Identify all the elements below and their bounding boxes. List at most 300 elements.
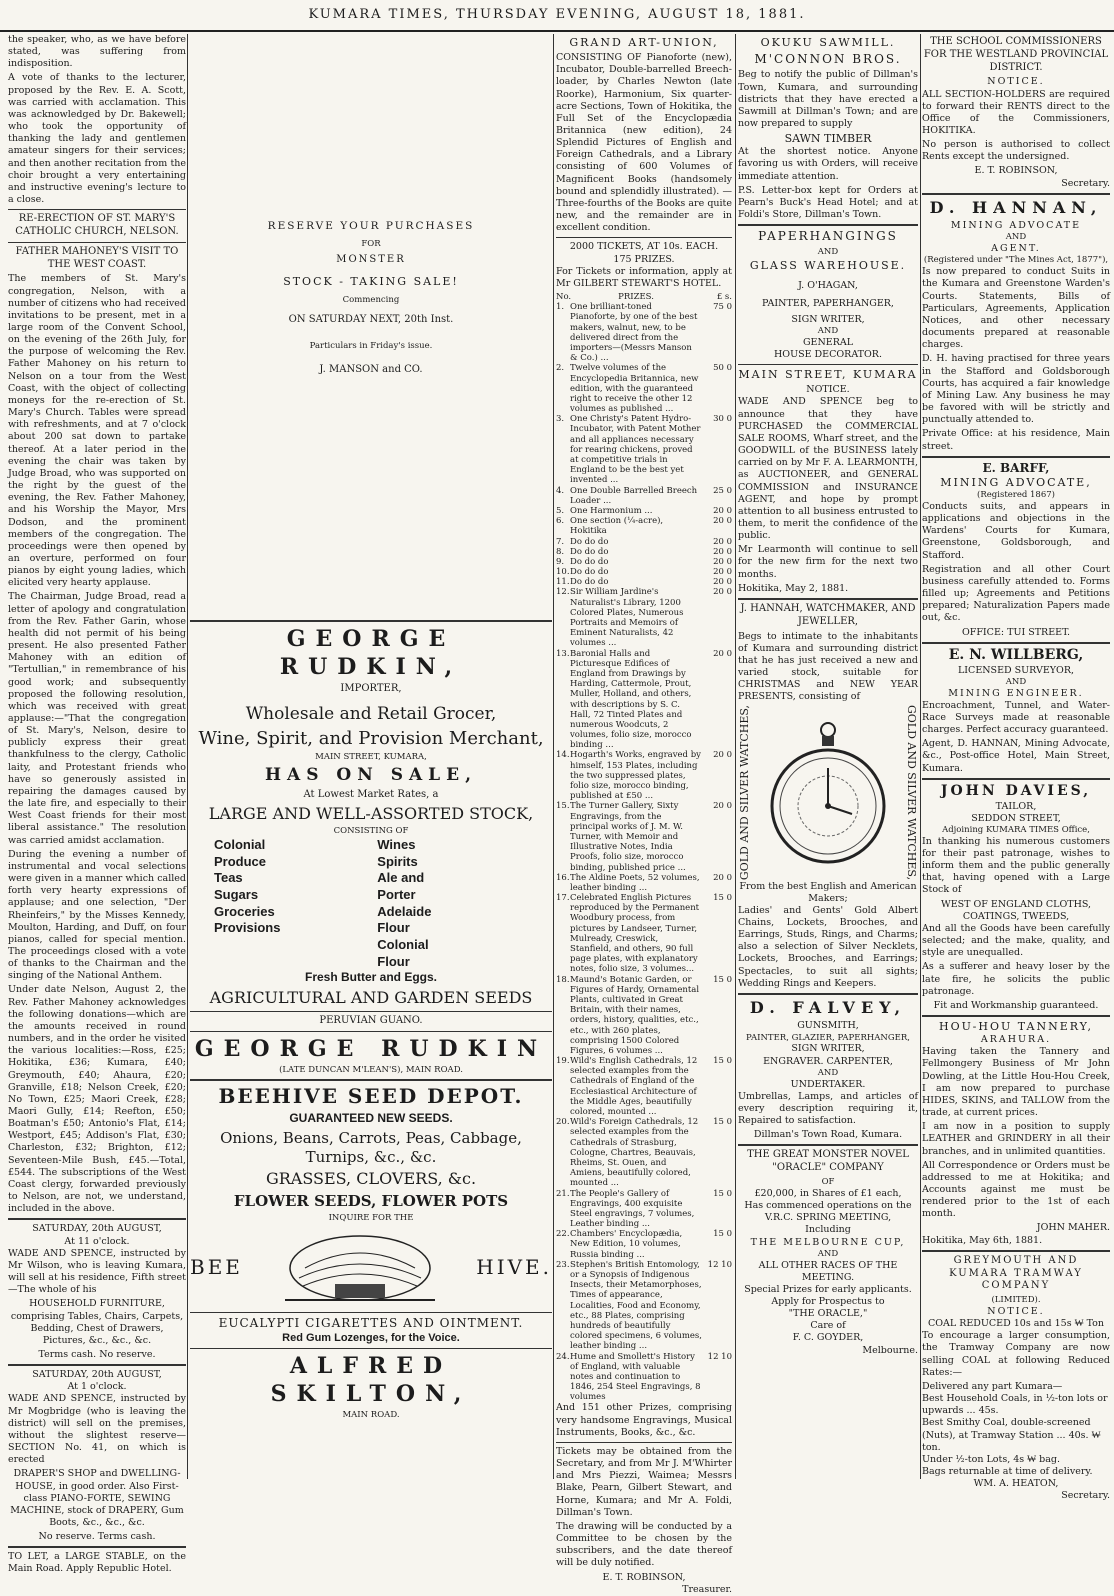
prize-number: 10.	[556, 567, 570, 578]
ad-text: MAIN STREET, KUMARA,	[315, 752, 427, 763]
prize-description: One section (¼-acre), Hokitika	[570, 516, 664, 537]
prize-row	[556, 547, 732, 557]
ad-text: From the best English and American Makers;	[739, 880, 917, 904]
prize-value: 15 0	[713, 974, 732, 985]
ad-text: GUNSMITH,	[797, 1020, 859, 1032]
ad-title: BEEHIVE SEED DEPOT.	[218, 1083, 524, 1108]
prize-description: Maund's Botanic Garden, or Figures of Hardy, Ornamental Plants, cultivated in Great Britain, with their names, orders, history, qualities, etc., etc., with 260 plates, comprising 1500 Colored Figures, 6 volumes ...	[570, 974, 700, 1056]
ad-text: Including	[805, 1224, 851, 1236]
divider	[190, 1348, 552, 1349]
paragraph: The drawing will be conducted by a Committee to be chosen by the subscribers, and the date thereof will be duly notified.	[556, 1520, 732, 1569]
prize-row	[556, 1260, 732, 1352]
col-header: £ s.	[716, 292, 732, 303]
ad-text: MONSTER	[336, 254, 406, 266]
column-rule	[553, 34, 554, 1479]
notice-heading: NOTICE.	[987, 76, 1045, 88]
ad-text: Fresh Butter and Eggs.	[304, 970, 438, 985]
paragraph: And 151 other Prizes, comprising very handsome Engravings, Musical Instruments, Books, &c., &c.	[556, 1402, 732, 1438]
prize-number: 22.	[556, 1229, 570, 1240]
price-line: Best Smithy Coal, double-screened (Nuts), at Tramway Station ... 40s. ₩ ton.	[922, 1417, 1101, 1453]
divider	[190, 1011, 552, 1012]
divider	[738, 1144, 918, 1146]
paragraph: WADE AND SPENCE beg to announce that they have PURCHASED the COMMERCIAL SALE ROOMS, Wharf street, and the GOODWILL of the BUSINESS lately carried on by Mr F. A. LEARMONTH, as AUCTIONEER, and GENERAL COMMISSION and INSURANCE AGENT, and hope by prompt attention to all business entrusted to them, to merit the confidence of the public.	[738, 396, 918, 542]
ad-text: Commencing	[342, 295, 400, 306]
prize-description: One Harmonium ...	[570, 505, 653, 516]
prize-count: 175 PRIZES.	[613, 253, 675, 265]
divider	[738, 598, 918, 600]
ad-text: PERUVIAN GUANO.	[319, 1015, 423, 1027]
paragraph: Agent, D. HANNAN, Mining Advocate, &c., Post-office Hotel, Main Street, Kumara.	[922, 738, 1110, 774]
falvey-heading: D. FALVEY,	[749, 997, 907, 1017]
ad-title: GLASS WAREHOUSE.	[749, 259, 907, 273]
ad-text: AND	[817, 246, 839, 257]
divider	[8, 242, 186, 243]
prize-row	[556, 557, 732, 567]
prize-number: 3.	[556, 414, 565, 425]
paragraph: P.S. Letter-box kept for Orders at Pearn's Buck's Head Hotel; and at Foldi's Store, Dillman's Town.	[738, 184, 918, 221]
price-line: Best Household Coals, in ½-ton lots or upwards ... 45s.	[922, 1393, 1108, 1417]
sale-terms: No reserve. Terms cash.	[38, 1531, 156, 1543]
prize-number: 16.	[556, 872, 570, 883]
prize-description: Chambers' Encyclopædia, New Edition, 10 volumes, Russia binding ...	[570, 1229, 683, 1260]
hive-word: HIVE.	[476, 1254, 552, 1279]
prize-description: Baronial Halls and Picturesque Edifices of England from Drawings by Harding, Cattermole, Prout, Muller, Holland, and others, with descriptions by S. C. Hall, 72 Tinted Plates and numerous Woodcuts, 2 volumes, folio size, morocco binding ...	[570, 648, 692, 751]
ad-text: (Registered 1867)	[977, 490, 1055, 501]
ad-title: THE GREAT MONSTER NOVEL "ORACLE" COMPANY	[747, 1149, 909, 1174]
paragraph: the speaker, who, as we have before stated, was suffering from indisposition.	[8, 34, 186, 70]
prize-number: 24.	[556, 1351, 570, 1362]
prize-description: Sir William Jardine's Naturalist's Library, 1200 Colored Plates, Numerous Portraits and Memoirs of Eminent Naturalists, 42 volumes ...	[570, 587, 684, 649]
prize-value: 15 0	[713, 1188, 732, 1199]
paragraph: Having taken the Tannery and Fellmongery Business of Mr John Dowling, at the Little Hou-Hou Creek, I am now prepared to purchase HIDES, SKINS, and TALLOW from the trade, at current prices.	[922, 1046, 1110, 1119]
ad-text: AND	[1005, 676, 1027, 687]
prize-value: 75 0	[713, 302, 732, 313]
prize-value: 12 10	[707, 1351, 732, 1362]
divider	[8, 1364, 186, 1366]
sale-text: WADE AND SPENCE, instructed by Mr Wilson, who is leaving Kumara, will sell at his residence, Fifth street—The whole of his	[8, 1247, 186, 1296]
prize-number: 2.	[556, 363, 565, 374]
prize-number: 8.	[556, 546, 565, 557]
paragraph: For Tickets or information, apply at Mr GILBERT STEWART'S HOTEL.	[556, 265, 732, 289]
prize-value: 20 0	[713, 801, 732, 812]
ad-text: OFFICE: TUI STREET.	[961, 626, 1071, 638]
ad-text: Adjoining KUMARA TIMES Office,	[942, 824, 1090, 835]
prize-row	[556, 567, 732, 577]
ad-text: (LIMITED).	[991, 1295, 1041, 1306]
ad-text: SIGN WRITER,	[791, 313, 865, 325]
column-notices	[922, 34, 1110, 1502]
rudkin-heading: GEORGE RUDKIN	[194, 1035, 548, 1062]
prize-description: The People's Gallery of Engravings, 400 exquisite Steel engravings, 7 volumes, Leather binding ...	[570, 1188, 695, 1230]
ad-signature: J. MANSON and CO.	[319, 363, 423, 375]
ad-text: SEDDON STREET,	[971, 812, 1061, 824]
goods-item: Adelaide Flour	[377, 903, 432, 936]
signature-title: Secretary.	[1061, 1490, 1110, 1502]
prize-value: 20 0	[713, 536, 732, 547]
prize-description: One brilliant-toned Pianoforte, by one of the best makers, walnut, new, to be delivered direct from the importers—(Messrs Manson & Co.) ...	[570, 302, 698, 364]
ad-title: OKUKU SAWMILL.	[760, 36, 896, 49]
prize-row	[556, 750, 732, 801]
paragraph: During the evening a number of instrumental and vocal selections were given in a manner which called forth very hearty expressions of applause; and one selection, "Der Rheinfeirs," by the Misses Kennedy, Moulton, Harding, and Duff, on four pianos, called for special mention. The proceedings closed with a vote of thanks to the Chairman and the singing of the National Anthem.	[8, 848, 186, 982]
paragraph: Mr Learmonth will continue to sell for the new firm for the next two months.	[738, 544, 918, 580]
ad-text: Fit and Workmanship guaranteed.	[933, 999, 1099, 1011]
prize-row	[556, 516, 732, 536]
watch-caption-right: GOLD AND SILVER WATCHES,	[905, 705, 918, 881]
ad-text: WEST OF ENGLAND CLOTHS, COATINGS, TWEEDS,	[940, 898, 1092, 922]
ad-title: PAPERHANGINGS	[758, 229, 898, 244]
ad-text: Bags returnable at time of delivery.	[922, 1466, 1093, 1478]
prize-value: 20 0	[713, 516, 732, 527]
ad-text: £20,000, in Shares of £1 each,	[754, 1187, 902, 1199]
signature: WM. A. HEATON,	[973, 1478, 1059, 1490]
prize-row	[556, 1117, 732, 1188]
ad-title: M'CONNON BROS.	[754, 52, 902, 67]
ad-text: Particulars in Friday's issue.	[309, 340, 433, 351]
prize-number: 21.	[556, 1188, 570, 1199]
column-advertisements	[190, 34, 552, 1479]
ad-text: IMPORTER,	[340, 682, 402, 694]
paragraph: Encroachment, Tunnel, and Water-Race Surveys made at reasonable charges. Perfect accuracy guaranteed.	[922, 699, 1110, 736]
divider	[8, 209, 186, 210]
paragraph: ALL SECTION-HOLDERS are required to forward their RENTS direct to the Office of the Commissioners, HOKITIKA.	[922, 88, 1110, 137]
signature: JOHN MAHER.	[1036, 1222, 1110, 1234]
prize-description: Celebrated English Pictures reproduced by the Permanent Woodbury process, from pictures by Landseer, Turner, Mulready, Creswick, Stanfield, and others, 90 full page plates, with explanatory notes, folio size, 3 volumes...	[570, 893, 700, 975]
ad-title: HAS ON SALE,	[264, 765, 477, 786]
divider	[922, 193, 1110, 195]
ad-text: ARAHURA.	[980, 1034, 1052, 1046]
paragraph: No person is authorised to collect Rents except the undersigned.	[922, 139, 1110, 163]
prize-row	[556, 537, 732, 547]
ad-text: "THE ORACLE,"	[788, 1308, 868, 1320]
rudkin-heading: GEORGE RUDKIN,	[279, 625, 463, 680]
prize-value: 20 0	[713, 546, 732, 557]
paragraph: Private Office: at his residence, Main street.	[922, 428, 1110, 452]
prize-number: 19.	[556, 1056, 570, 1067]
ad-text: Special Prizes for early applicants.	[744, 1283, 912, 1295]
prize-value: 20 0	[713, 648, 732, 659]
paragraph: Tickets may be obtained from the Secretary, and from Mr J. M'Whirter and Mrs Piezzi, Waimea; Messrs Blake, Pearn, Gilbert Stewart, and Horne, Kumara; and Mr A. Foldi, Dillman's Town.	[556, 1445, 732, 1518]
prize-row	[556, 801, 732, 872]
goods-item: Teas	[214, 870, 243, 886]
prize-value: 20 0	[713, 872, 732, 883]
prize-value: 30 0	[713, 414, 732, 425]
ad-text: SIGN WRITER,	[791, 1043, 865, 1055]
hannan-heading: D. HANNAN,	[929, 197, 1103, 217]
bee-hive-banner	[190, 1228, 552, 1308]
prize-number: 13.	[556, 648, 570, 659]
signature-title: Secretary.	[1061, 177, 1110, 189]
divider	[190, 1031, 552, 1032]
sale-date: SATURDAY, 20th AUGUST,	[32, 1369, 162, 1381]
prize-number: 14.	[556, 750, 570, 761]
article-subheading: FATHER MAHONEY'S VISIT TO THE WEST COAST.	[15, 245, 179, 270]
masthead: KUMARA TIMES, THURSDAY EVENING, AUGUST 18, 1881.	[0, 0, 1114, 32]
sale-time: At 1 o'clock.	[67, 1381, 127, 1393]
ad-text: AGENT.	[991, 243, 1041, 255]
signature: E. T. ROBINSON,	[602, 1571, 686, 1583]
ad-text: MINING ADVOCATE	[950, 220, 1082, 232]
paragraph: Registration and all other Court business carefully attended to. Forms filled up; Agreements and Petitions prepared; Naturalization Papers made out, &c.	[922, 563, 1110, 624]
goods-list	[190, 837, 552, 970]
divider	[738, 224, 918, 226]
prize-row	[556, 577, 732, 587]
davies-heading: JOHN DAVIES,	[940, 782, 1092, 799]
ad-text: OF	[821, 1177, 835, 1187]
goods-item: Provisions	[214, 920, 281, 936]
prize-row	[556, 1229, 732, 1260]
col-header: PRIZES.	[618, 292, 654, 303]
prize-number: 12.	[556, 587, 570, 598]
prize-value: 20 0	[713, 556, 732, 567]
goods-left	[214, 837, 365, 970]
divider	[190, 1312, 552, 1313]
art-union-title: GRAND ART-UNION,	[569, 36, 719, 49]
prize-number: 6.	[556, 516, 565, 527]
prize-description: Do do do	[570, 536, 609, 547]
ad-text: Hokitika, May 6th, 1881.	[922, 1234, 1043, 1246]
prize-row	[556, 1352, 732, 1403]
ad-text: Delivered any part Kumara—	[922, 1380, 1063, 1392]
paragraph: Is now prepared to conduct Suits in the Kumara and Greenstone Warden's Courts. Statements, Bills of Particulars, Agreements, Application Notices, and other necessary documents prepared at reasonable charges.	[922, 266, 1110, 351]
prize-number: 9.	[556, 556, 565, 567]
tramway-heading: GREYMOUTH AND KUMARA TRAMWAY COMPANY	[949, 1254, 1083, 1292]
prize-value: 20 0	[713, 750, 732, 761]
goods-item: Colonial Flour	[377, 936, 429, 969]
ad-text: Has commenced operations on the V.R.C. SPRING MEETING,	[744, 1200, 912, 1224]
ad-text: Care of	[810, 1320, 846, 1332]
prize-value: 12 10	[707, 1259, 732, 1270]
goods-item: Sugars	[214, 887, 259, 903]
goods-item: Wines	[377, 837, 416, 853]
ad-text: AND	[817, 326, 839, 337]
ad-text: AND	[817, 1067, 839, 1078]
notice-heading: NOTICE.	[987, 1306, 1045, 1318]
paragraph: In thanking his numerous customers for their past patronage, wishes to inform them and the public generally that, having opened with a Large Stock of	[922, 835, 1110, 896]
divider	[922, 456, 1110, 458]
prize-value: 20 0	[713, 567, 732, 578]
divider	[922, 642, 1110, 644]
prize-description: Wild's English Cathedrals, 12 selected examples from the Cathedrals of England of the Ecclesiastical Architecture of the Middle Ages, beautifully colored, mounted ...	[570, 1056, 698, 1118]
prize-row	[556, 649, 732, 751]
paragraph: The members of St. Mary's congregation, Nelson, with a number of citizens who had received invitations to be present, met in a large room of the Convent School, on the evening of the 26th July, for the purpose of welcoming the Rev. Father Mahoney on his return to Nelson on a tour from the West Coast, with the object of collecting moneys for the re-erection of St. Mary's Church. Tables were spread with refreshments, and at 7 o'clock about 200 sat down to partake thereof. At a later period in the evening the chair was taken by Judge Broad, who was supported on the right by the guest of the evening, the Rev. Father Mahoney, and his Worship the Mayor, Mrs Dodson, and the prominent members of the congregation. The proceedings were then opened by an overture, performed on four pianos by eight young ladies, which elicited very hearty applause.	[8, 273, 186, 589]
prize-description: Do do do	[570, 567, 609, 578]
sale-text: WADE AND SPENCE, instructed by Mr Mogbridge (who is leaving the district) will sell on the premises, without the slightest reserve—SECTION No. 41, on which is erected	[8, 1393, 186, 1466]
prize-description: The Turner Gallery, Sixty Engravings, from the principal works of J. M. W. Turner, with Memoir and Illustrative Notes, India Proofs, folio size, morocco binding, published price ...	[570, 801, 686, 873]
prize-description: Stephen's British Entomology, or a Synopsis of Indigenous Insects, their Metamorphoses, Times of appearance, Localities, Food and Economy, etc., 88 Plates, comprising hundreds of beautifully colored specimens, 6 volumes, leather binding ...	[570, 1259, 702, 1352]
divider	[922, 1250, 1110, 1252]
prize-number: 5.	[556, 505, 565, 516]
column-art-union	[556, 34, 732, 1595]
tannery-heading: HOU-HOU TANNERY,	[938, 1020, 1094, 1034]
ad-text: PAINTER, PAPERHANGER,	[762, 297, 894, 309]
watch-illustration	[738, 705, 918, 880]
goods-item: Groceries	[214, 903, 275, 919]
paragraph: The Chairman, Judge Broad, read a letter of apology and congratulation from the Rev. Father Garin, whose health did not permit of his being present. He also presented Father Mahoney with an edition of "Tertullian," in remembrance of his good work; and subsequently proposed the following resolution, which was received with great applause:—"That the congregation of St. Mary's, Nelson, desire to publicly express their great thankfulness to the clergy, Catholic laity, and Protestant friends who have so generously assisted in repairing the damages caused by the late fire, and especially to their West Coast friends for their most liberal assistance." The resolution was carried amidst acclamation.	[8, 591, 186, 846]
prize-value: 15 0	[713, 1056, 732, 1067]
divider	[738, 993, 918, 995]
ad-text: Apply for Prospectus to	[771, 1296, 885, 1307]
ad-text: Melbourne.	[862, 1344, 918, 1356]
ticket-info: 2000 TICKETS, AT 10s. EACH.	[569, 241, 719, 253]
divider	[922, 778, 1110, 780]
paragraph: As a sufferer and heavy loser by the late fire, he solicits the public patronage.	[922, 961, 1110, 997]
prize-number: 1.	[556, 302, 565, 313]
prize-number: 17.	[556, 893, 570, 904]
ad-title: EUCALYPTI CIGARETTES AND OINTMENT.	[218, 1315, 524, 1330]
ad-text: MINING ADVOCATE,	[940, 476, 1092, 490]
ad-text: GUARANTEED NEW SEEDS.	[289, 1111, 453, 1126]
prize-row	[556, 486, 732, 506]
goods-right	[377, 837, 528, 970]
prize-number: 18.	[556, 974, 570, 985]
prize-row	[556, 893, 732, 975]
signature: E. T. ROBINSON,	[974, 165, 1058, 177]
ad-title: Wholesale and Retail Grocer,	[245, 703, 497, 724]
prize-description: Twelve volumes of the Encyclopedia Britannica, new edition, with the guaranteed right to receive the other 12 volumes as published ...	[570, 363, 699, 415]
divider	[738, 364, 918, 365]
ad-title: GRASSES, CLOVERS, &c.	[265, 1169, 477, 1189]
paragraph: Under date Nelson, August 2, the Rev. Father Mahoney acknowledges the following donations—which are the amounts received in round numbers, and in the order he visited the various localities:—Ross, £25; Hokitika, £36; Kumara, £40; Greymouth, £40; Ahaura, £20; Granville, £18; Nelson Creek, £20; No Town, £25; Maori Creek, £28; Maori Gully, £14; Reefton, £50; Boatman's £50; Antonio's Flat, £14; Westport, £45; Addison's Flat, £30; Charleston, £32; Brighton, £12; Seventeen-Mile Bush, £45.—Total, £544. The subscriptions of the West Coast clergy, forwarded previously to Nelson, are not, we understand, included in the above.	[8, 984, 186, 1215]
paragraph: Umbrellas, Lamps, and articles of every description requiring it, Repaired to satisfaction.	[738, 1090, 918, 1127]
ad-text: COAL REDUCED 10s and 15s ₩ Ton	[927, 1318, 1105, 1330]
ad-text: UNDERTAKER.	[790, 1078, 866, 1090]
skilton-heading: ALFRED SKILTON,	[270, 1353, 472, 1408]
ad-title: LARGE AND WELL-ASSORTED STOCK,	[208, 803, 534, 823]
prize-list	[556, 302, 732, 1402]
sale-terms: Terms cash. No reserve.	[38, 1348, 156, 1360]
ad-text: Dillman's Town Road, Kumara.	[753, 1129, 903, 1141]
prize-value: 25 0	[713, 485, 732, 496]
bee-word: BEE	[190, 1254, 243, 1279]
goods-item: Spirits	[377, 853, 418, 869]
ad-text: ENGRAVER. CARPENTER,	[763, 1055, 893, 1067]
divider	[922, 1015, 1110, 1017]
paragraph: And all the Goods have been carefully selected; and the make, quality, and style are unequalled.	[922, 922, 1110, 959]
divider	[190, 620, 552, 622]
ad-text: LICENSED SURVEYOR,	[957, 664, 1074, 676]
column-rule	[920, 34, 921, 1479]
paragraph: To encourage a larger consumption, the Tramway Company are now selling COAL at following Reduced Rates:—	[922, 1330, 1110, 1378]
ad-text: F. C. GOYDER,	[792, 1332, 864, 1344]
ad-title: FLOWER SEEDS, FLOWER POTS	[233, 1191, 509, 1210]
ad-text: FOR	[361, 239, 381, 250]
signature-title: Treasurer.	[682, 1583, 732, 1595]
prize-row	[556, 363, 732, 414]
prize-number: 11.	[556, 577, 570, 588]
sale-time: At 11 o'clock.	[64, 1235, 130, 1247]
price-line: Under ½-ton Lots, 4s ₩ bag.	[922, 1453, 1061, 1465]
ad-title: Onions, Beans, Carrots, Peas, Cabbage, Turnips, &c., &c.	[220, 1128, 522, 1166]
paragraph: At the shortest notice. Anyone favoring us with Orders, will receive immediate attention.	[738, 146, 918, 182]
prize-description: The Aldine Poets, 52 volumes, leather binding ...	[570, 872, 700, 893]
prize-value: 20 0	[713, 577, 732, 588]
ad-text: HOUSE DECORATOR.	[774, 349, 882, 361]
ad-text: MINING ENGINEER.	[948, 687, 1084, 699]
ad-text: TAILOR,	[995, 800, 1037, 812]
prize-row	[556, 414, 732, 485]
column-rule	[187, 34, 188, 1479]
prize-row	[556, 587, 732, 648]
prize-value: 15 0	[713, 893, 732, 904]
prize-description: Hogarth's Works, engraved by himself, 153 Plates, including the two suppressed plates, folio size, morocco binding, published at £50 ...	[570, 750, 701, 802]
column-trades	[738, 34, 918, 1479]
barff-heading: E. BARFF,	[982, 460, 1050, 475]
pocket-watch-icon	[768, 718, 888, 868]
sale-goods: DRAPER'S SHOP and DWELLING-HOUSE, in good order. Also First-class PIANO-FORTE, SEWING MACHINE, stock of DRAPERY, Gum Boots, &c., &c., &c.	[10, 1468, 184, 1528]
prize-number: 15.	[556, 801, 570, 812]
prize-description: One Double Barrelled Breech Loader ...	[570, 485, 698, 506]
sale-date: SATURDAY, 20th AUGUST,	[32, 1223, 162, 1235]
col-header: No.	[556, 292, 572, 303]
prize-value: 20 0	[713, 505, 732, 516]
ad-title: J. HANNAH, WATCHMAKER, AND JEWELLER,	[740, 602, 916, 627]
prize-row	[556, 975, 732, 1057]
paragraph: All Correspondence or Orders must be addressed to me at Hokitika; and Accounts against me must be rendered prior to the 1st of each month.	[922, 1159, 1110, 1220]
divider	[190, 1079, 552, 1081]
ad-text: MAIN ROAD.	[342, 1410, 400, 1421]
ad-text: ALL OTHER RACES OF THE MEETING.	[758, 1259, 898, 1283]
ad-text: AND	[817, 1248, 839, 1259]
prize-number: 23.	[556, 1259, 570, 1270]
paragraph: A vote of thanks to the lecturer, proposed by the Rev. E. A. Scott, was carried with acclamation. This was acknowledged by Dr. Bakewell; who took the opportunity of thanking the lady and gentlemen amateur singers for their services; and then another recitation from the choir brought a very entertaining and instructive evening's lecture to a close.	[8, 72, 186, 206]
goods-item: Colonial Produce	[214, 837, 267, 869]
paragraph: Begs to intimate to the inhabitants of Kumara and surrounding district that he has just received a new and varied stock, suitable for CHRISTMAS and NEW YEAR PRESENTS, consisting of	[738, 630, 918, 703]
ad-text: INQUIRE FOR THE	[328, 1212, 414, 1223]
prize-number: 7.	[556, 536, 565, 547]
ad-text: Red Gum Lozenges, for the Voice.	[282, 1332, 460, 1345]
prize-row	[556, 506, 732, 516]
goods-item: Ale and Porter	[377, 870, 425, 903]
divider	[8, 1546, 186, 1548]
ad-title: STOCK - TAKING SALE!	[283, 275, 459, 289]
prize-row	[556, 873, 732, 893]
paragraph: Hokitika, May 2, 1881.	[738, 582, 849, 594]
prize-description: Do do do	[570, 577, 609, 588]
beehive-icon	[275, 1228, 445, 1308]
column-news	[8, 34, 186, 1575]
ad-title: THE MELBOURNE CUP,	[750, 1236, 906, 1248]
paragraph: D. H. having practised for three years in the Stafford and Goldsborough Courts, has acquired a fair knowledge of Mining Law. Any business he may be favored with will be strictly and punctually attended to.	[922, 353, 1110, 426]
paragraph: Beg to notify the public of Dillman's Town, Kumara, and surrounding districts that they have erected a Sawmill at Dillman's Town; and are now prepared to supply	[738, 69, 918, 130]
ad-text: (LATE DUNCAN M'LEAN'S), MAIN ROAD.	[279, 1064, 463, 1075]
prize-row	[556, 302, 732, 363]
ad-title: MAIN STREET, KUMARA	[738, 368, 918, 382]
prize-description: One Christy's Patent Hydro-Incubator, with Patent Mother and all appliances necessary for rearing chickens, proved at competitive trials in England to be the best yet invented ...	[570, 414, 701, 486]
paragraph: CONSISTING OF Pianoforte (new), Incubator, Double-barrelled Breech-loader, by Charles Newton (late Roorke), Harmonium, Six quarter-acre Sections, Town of Hokitika, the Full Set of the Encyclopædia Britannica (new edition), 24 Splendid Pictures of English and Foreign Cathedrals, and a Library consisting of 600 Volumes of Magnificent Books (handsomely bound and splendidly illustrated). — Three-fourths of the Books are quite new, and the remainder are in excellent condition.	[556, 52, 732, 234]
ad-title: Wine, Spirit, and Provision Merchant,	[198, 728, 544, 750]
prize-value: 15 0	[713, 1117, 732, 1128]
prize-number: 4.	[556, 485, 565, 496]
divider	[556, 1442, 732, 1443]
paragraph: Conducts suits, and appears in applications and objections in the Wardens' Courts for Kumara, Greenstone, Goldsborough, and Stafford.	[922, 500, 1110, 561]
ad-text: At Lowest Market Rates, a	[303, 789, 439, 801]
divider	[556, 237, 732, 238]
willberg-heading: E. N. WILLBERG,	[948, 646, 1084, 663]
sale-goods: HOUSEHOLD FURNITURE, comprising Tables, Chairs, Carpets, Bedding, Chest of Drawers, Pictures, &c., &c., &c.	[10, 1298, 184, 1346]
ad-text: ON SATURDAY NEXT, 20th Inst.	[288, 314, 454, 326]
watch-caption-left: GOLD AND SILVER WATCHES,	[738, 705, 751, 881]
prize-header	[556, 292, 732, 302]
ad-text: (Registered under "The Mines Act, 1877"),	[923, 255, 1109, 266]
prize-description: Hume and Smollett's History of England, with valuable notes and continuation to 1846, 254 Steel Engravings, 8 volumes	[570, 1351, 701, 1403]
paragraph: Ladies' and Gents' Gold Albert Chains, Lockets, Brooches, and Earrings, Studs, Rings, and Charms; also a selection of Silver Necklets, Lockets, Brooches, and Earrings; Spectacles, to suit all sights; Wedding Rings and Keepers.	[738, 904, 918, 989]
divider	[8, 1218, 186, 1220]
ad-text: CONSISTING OF	[333, 826, 409, 837]
ad-title: AGRICULTURAL AND GARDEN SEEDS	[209, 987, 533, 1007]
prize-description: Wild's Foreign Cathedrals, 12 selected examples from the Cathedrals of Strasburg, Cologne, Chartres, Beauvais, Rheims, St. Ouen, and Amiens, beautifully colored, mounted ...	[570, 1117, 699, 1189]
prize-value: 20 0	[713, 587, 732, 598]
prize-row	[556, 1189, 732, 1230]
